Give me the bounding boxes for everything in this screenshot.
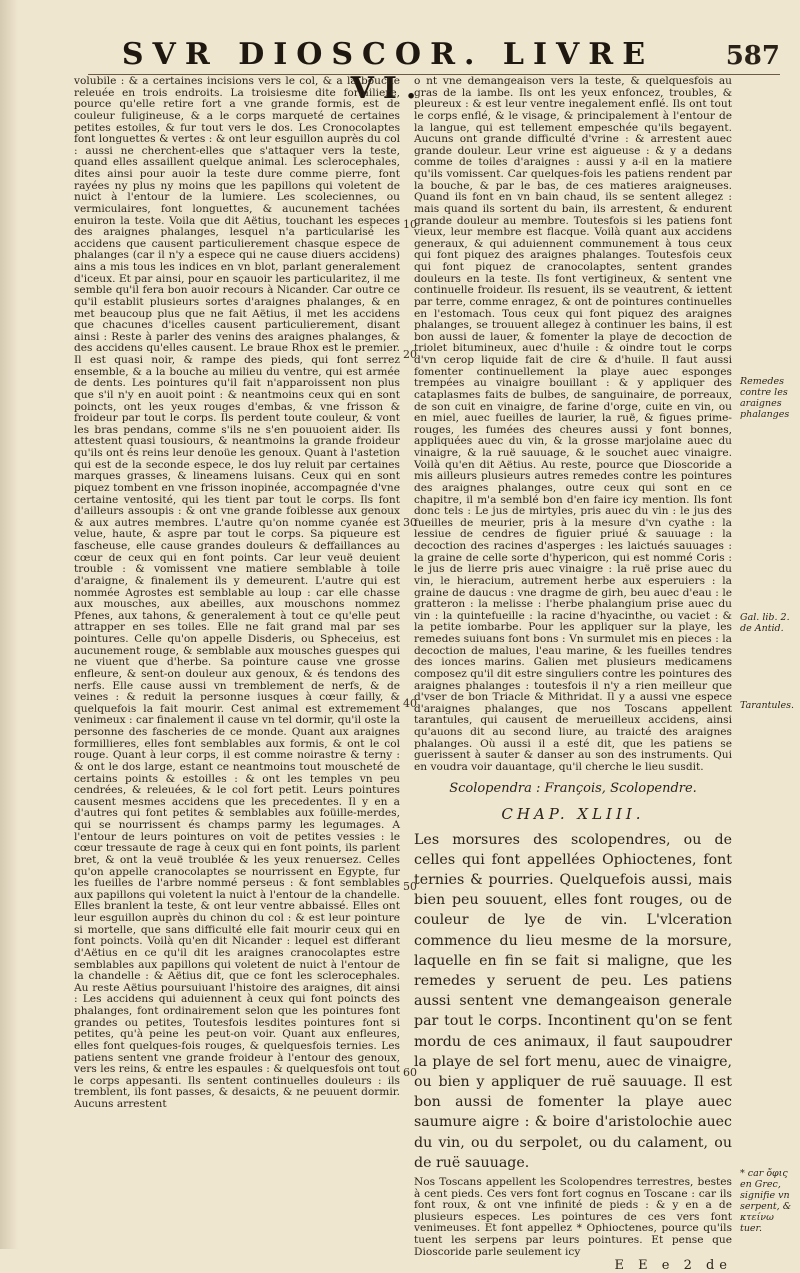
- left-column: [74, 76, 400, 1111]
- line-number: 60: [403, 1066, 417, 1079]
- page-edge-shadow: [0, 0, 18, 1249]
- line-number: 20: [403, 348, 417, 361]
- section-title: Scolopendra : François, Scolopendre.: [449, 780, 697, 796]
- margin-note-car: * car ὄφις en Grec, signifie vn serpent, & κτείνω tuer.: [740, 1168, 792, 1234]
- left-column-text: volubile : & a certaines incisions vers le col, & a la bouche releuée en trois endroits. La troisiesme dite formiliere, pource qu'elle retire fort a vne grande formis, est de couleur fuligineuse, & a le corps marqueté de certaines petites estoiles, & fur tout vers le dos. Les Cronocolaptes font longuettes & vertes : & ont leur esguillon auprès du col : aussi ne cherchent-elles que s'attaquer vers la teste, quand elles assaillent quelque animal. Les sclerocephales, dites ainsi pour auoir la teste dure comme pierre, font rayées ny plus ny moins que les papillons qui voletent de nuict à l'entour de la lumiere. Les scoleciennes, ou vermiculaires, font longuettes, & aucunement tachées enuiron la teste. Voila que dit Aëtius, touchant les especes des araignes phalanges, lesquel n'a particularisé les accidens que causent particulierement chasque espece de phalanges (car il n'y a espece qui ne cause diuers accidens) ains a mis tous les indices en vn blot, parlant generalement d'iceux. Et par ainsi, pour en sçauoir les particularitez, il me semble qu'il fera bon auoir recours à Nicander. Car outre ce qu'il establit plusieurs sortes d'araignes phalanges, & en met beaucoup plus que ne fait Aëtius, il met les accidens que chacunes d'icelles causent particulierement, disant ainsi : Reste à parler des venins des araignes phalanges, & des accidens qu'elles causent. Le braue Rhox est le premier. Il est quasi noir, & rampe des pieds, qui font serrez ensemble, & a la bouche au milieu du ventre, qui est armée de dents. Les pointures qu'il fait n'apparoissent non plus que s'il n'y en auoit point : & neantmoins ceux qui en sont poincts, ont les yeux rouges d'embas, & vne frisson & froideur par tout le corps. Ils perdent toute couleur, & vont les bras pendans, comme s'ils ne s'en pouuoient aider. Ils attestent quasi tousiours, & neantmoins la grande froideur qu'ils ont és reins leur denoüe les genoux. Quant à l'astetion qui est de la seconde espece, le dos luy reluit par certaines marques grasses, & lineamens luisans. Ceux qui en sont piquez tombent en vne frisson inopinée, accompagnée d'vne certaine ventosité, qui les tient par tout le corps. Ils font d'ailleurs assoupis : & ont vne grande foiblesse aux genoux & aux autres membres. L'autre qu'on nomme cyanée est velue, haute, & aspre par tout le corps. Sa piqueure est fascheuse, elle cause grandes douleurs & deffaillances au cœur de ceux qui en font points. Car leur veuë deuient trouble : & vomissent vne matiere semblable à toile d'araigne, & finalement ils y demeurent. L'autre qui est nommée Agrostes est semblable au loup : car elle chasse aux mousches, aux abeilles, aux mouschons nommez Pfenes, aux tahons, & generalement à tout ce qu'elle peut attrapper en ses toiles. Elle ne fait grand mal par ses pointures. Celle qu'on appelle Disderis, ou Spheceius, est aucunement rouge, & semblable aux mousches guespes qui ne viuent que d'herbe. Sa pointure cause vne grosse enfleure, & sent-on douleur aux genoux, & és tendons des nerfs. Elle cause aussi vn tremblement de nerfs, & de veines : & reduit la personne iusques à cœur failly, & quelquefois la fait mourir. Cest animal est extremement venimeux : car finalement il cause vn tel dormir, qu'il oste la personne des fascheries de ce monde. Quant aux araignes formillieres, elles font semblables aux formis, & ont le col rouge. Quant à leur corps, il est comme noirastre & terny : & ont le dos large, estant ce neantmoins tout mouscheté de certains points & estoilles : & ont les temples vn peu cendrées, & releuées, & le col fort petit. Leurs pointures causent mesmes accidens que les precedentes. Il y en a d'autres qui font petites & semblables aux foüille-merdes, qui se nourrissent és champs parmy les legumages. A l'entour de leurs pointures on voit de petites vessies : le cœur tressaute de rage à ceux qui en font points, ils parlent bret, & ont la veuë troublée & les yeux renuersez. Celles qu'on appelle cranocolaptes se nourrissent en Egypte, fur les fueilles de l'arbre nommé perseus : & font semblables aux papillons qui voletent la nuict à l'entour de la chandelle. Elles branlent la teste, & ont leur ventre abbaissé. Elles ont leur esguillon auprès du chinon du col : & est leur pointure si mortelle, que sans difficulté elle fait mourir ceux qui en font poincts. Voilà qu'en dit Nicander : lequel est differant d'Aëtius en ce qu'il dit les araignes cranocolaptes estre semblables aux papillons qui voletent de nuict à l'entour de la chandelle : & Aëtius dit, que ce font les sclerocephales. Au reste Aëtius poursuiuant l'histoire des araignes, dit ainsi : Les accidens qui aduiennent à ceux qui font poincts des phalanges, font ordinairement selon que les pointures font grandes ou petites, Toutesfois lesdites pointures font si petites, qu'à peine les peut-on voir. Quant aux enfleures, elles font quelques-fois rouges, & quelquesfois ternies. Les patiens sentent vne grande froideur à l'entour des genoux, vers les reins, & entre les espaules : & quelquesfois ont tout le corps appesanti. Ils sentent continuelles douleurs : ils tremblent, ils font passes, & desaicts, & ne peuuent dormir. Aucuns arrestent: [74, 75, 400, 1110]
- line-number: 10: [403, 218, 417, 231]
- closing-text: Nos Toscans appellent les Scolopendres terrestres, bestes à cent pieds. Ces vers font fort cognus en Toscane : car ils font roux, & ont vne infinité de pieds : & y en a de plusieurs especes. Les pointures de ces vers font venimeuses. Et font appellez * Ophioctenes, pource qu'ils tuent les serpens par leurs pointures. Et pense que Dioscoride parle seulement icy: [414, 1175, 732, 1258]
- margin-note-galien: Gal. lib. 2. de Antid.: [740, 612, 790, 634]
- line-number: 30: [403, 516, 417, 529]
- page-header: [88, 37, 780, 106]
- margin-note-remedes: Remedes contre les araignes phalanges: [740, 376, 790, 420]
- running-head: SVR DIOSCOR. LIVRE VI.: [121, 37, 655, 106]
- line-number: 40: [403, 697, 417, 710]
- page-number: 587: [725, 41, 780, 71]
- line-number: 50: [403, 880, 417, 893]
- chapter-text: Les morsures des scolopendres, ou de celles qui font appellées Ophioctenes, font ternies & pourries. Quelquefois aussi, mais bien peu souuent, elles font rouges, ou de couleur de lye de vin. L'vlceration commence du lieu mesme de la morsure, laquelle en fin se fait si maligne, que les remedes y seruent de peu. Les patiens aussi sentent vne demangeaison generale par tout le corps. Incontinent qu'on se fent mordu de ces animaux, il faut saupoudrer la playe de sel fort menu, auec de vinaigre, ou bien y appliquer de ruë sauuage. Il est bon aussi de fomenter la playe auec saumure aigre : & boire d'aristolochie auec du vin, ou du serpolet, ou du calament, ou de ruë sauuage.: [414, 831, 732, 1171]
- chapter-label: CHAP. XLIII.: [501, 804, 645, 823]
- right-column: [414, 76, 732, 1272]
- margin-note-tarantules: Tarantules.: [740, 700, 795, 711]
- catchword: E E e 2 de: [614, 1258, 732, 1273]
- right-column-top-text: o nt vne demangeaison vers la teste, & quelquesfois au gras de la iambe. Ils ont les yeux enfoncez, troubles, & pleureux : & est leur ventre inegalement enflé. Ils ont tout le corps enflé, & le visage, & principalement à l'entour de la langue, qui est tellement empeschée qu'ils begayent. Aucuns ont grande difficulté d'vrine : & arrestent auec grande douleur. Leur vrine est aigueuse : & y a dedans comme de toiles d'araignes : aussi y a-il en la matiere qu'ils vomissent. Car quelques-fois les patiens rendent par la bouche, & par le bas, de ces matieres araigneuses. Quand ils font en vn bain chaud, ils se sentent allegez : mais quand ils sortent du bain, ils arrestent, & endurent grande douleur au membre. Toutesfois si les patiens font vieux, leur membre est flacque. Voilà quant aux accidens generaux, & qui aduiennent communement à tous ceux qui font piquez des araignes phalanges. Toutesfois ceux qui font piquez de cranocolaptes, sentent grandes douleurs en la teste. Ils font vertigineux, & sentent vne continuelle froideur. Ils resuent, ils se veautrent, & iettent par terre, comme enragez, & ont de pointures continuelles en l'estomach. Tous ceux qui font piquez des araignes phalanges, se trouuent allegez à continuer les bains, il est bon aussi de lauer, & fomenter la playe de decoction de triolet bitumineux, auec d'huile : & oindre tout le corps d'vn cerop liquide fait de cire & d'huile. Il faut aussi fomenter continuellement la playe auec esponges trempées au vinaigre bouillant : & y appliquer des cataplasmes faits de bulbes, de sanguinaire, de porreaux, de son cuit en vinaigre, de farine d'orge, cuite en vin, ou en miel, auec fueilles de laurier, la ruë, & figues prime-rouges, les fumées des cheures aussi y font bonnes, appliquées auec du vin, & la grosse marjolaine auec du vinaigre, & la ruë sauuage, & le souchet auec vinaigre. Voilà qu'en dit Aëtius. Au reste, pource que Dioscoride a mis ailleurs plusieurs autres remedes contre les pointures des araignes phalanges, outre ceux qui sont en ce chapitre, il m'a semblé bon d'en faire icy mention. Ils font donc tels : Le jus de mirtyles, pris auec du vin : le jus des fueilles de meurier, pris à la mesure d'vn cyathe : la lessiue de cendres de figuier priué & sauuage : la decoction des racines d'asperges : les laictués sauuages : la graine de celle sorte d'hypericon, qui est nommé Coris : le jus de lierre pris auec vinaigre : la ruë prise auec du vin, le hieracium, autrement herbe aux esperuiers : la graine de daucus : vne dragme de girh, beu auec d'eau : le gratteron : la melisse : l'herbe phalangium prise auec du vin : la quintefueille : la racine d'hyacinthe, ou vaciet : & la petite iombarbe. Pour les appliquer sur la playe, les remedes suiuans font bons : Vn surmulet mis en pieces : la decoction de malues, l'eau marine, & les fueilles tendres des ionces marins. Galien met plusieurs medicamens composez qu'il dit estre singuliers contre les pointures des araignes phalanges : toutesfois il n'y a rien meilleur que d'vser de bon Triacle & Mithridat. Il y a aussi vne espece d'araignes phalanges, que nos Toscans appellent tarantules, qui causent de merueilleux accidens, ainsi qu'auons dit au second liure, au traicté des araignes phalanges. Où aussi il a esté dit, que les patiens se guerissent à sauter & danser au son des instruments. Qui en voudra voir dauantage, qu'il cherche le lieu susdit.: [414, 75, 732, 773]
- chapter-block: [414, 780, 732, 1173]
